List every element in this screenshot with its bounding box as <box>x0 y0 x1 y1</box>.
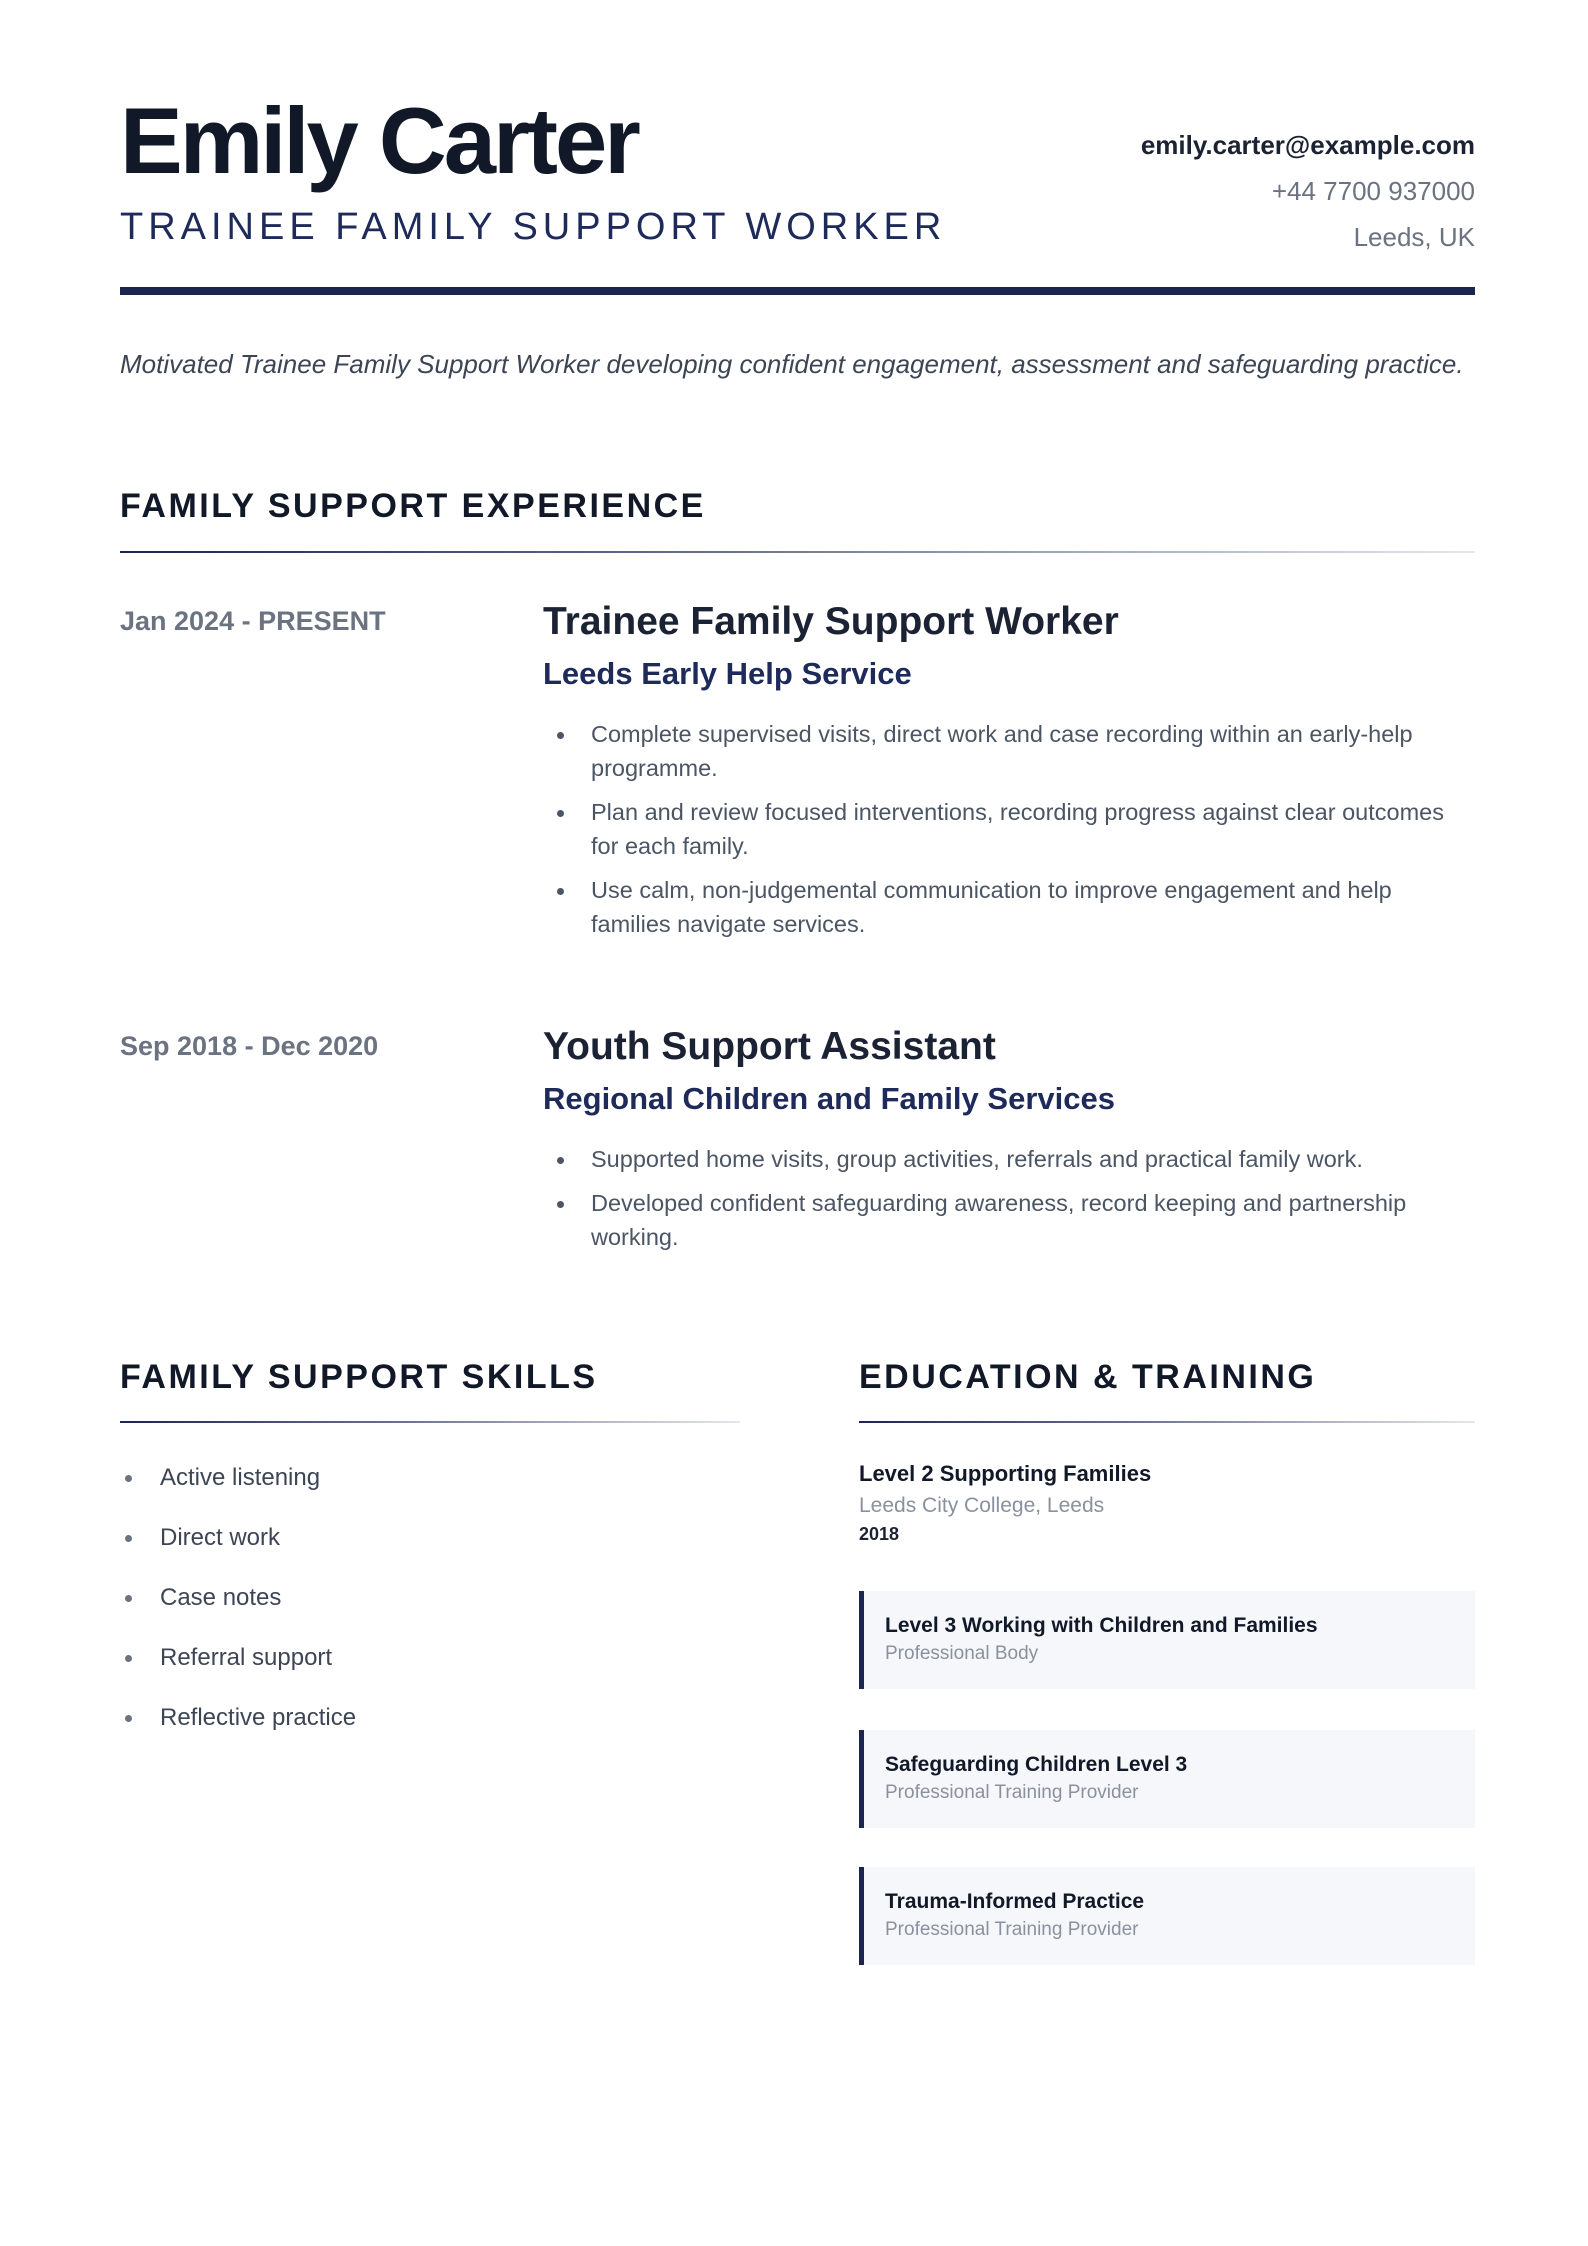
job-details <box>543 602 1475 951</box>
education-institution: Leeds City College, Leeds <box>859 1494 1105 1517</box>
skill-item: Reflective practice <box>120 1706 740 1766</box>
job-details <box>543 1027 1475 1264</box>
job-company: Regional Children and Family Services <box>543 1081 1115 1116</box>
education-entry <box>859 1463 1475 1543</box>
skills-divider <box>120 1421 740 1423</box>
certification-issuer: Professional Training Provider <box>885 1782 1139 1803</box>
certification-issuer: Professional Training Provider <box>885 1919 1139 1940</box>
certification-name: Trauma-Informed Practice <box>885 1890 1145 1913</box>
header-divider <box>120 287 1475 295</box>
profile-summary: Motivated Trainee Family Support Worker developing confident engagement, assessment and safeguarding practice. <box>120 349 1464 379</box>
experience-divider <box>120 551 1475 553</box>
skills-section-title: FAMILY SUPPORT SKILLS <box>120 1358 598 1396</box>
contact-location: Leeds, UK <box>1353 222 1475 252</box>
skill-item: Direct work <box>120 1526 740 1586</box>
certification-name: Level 3 Working with Children and Families <box>885 1614 1318 1637</box>
experience-section-title: FAMILY SUPPORT EXPERIENCE <box>120 487 706 525</box>
job-bullet: Complete supervised visits, direct work and case recording within an early-help programme. <box>543 717 1475 785</box>
education-year: 2018 <box>859 1524 900 1544</box>
job-dates: Jan 2024 - PRESENT <box>120 606 386 636</box>
candidate-role: TRAINEE FAMILY SUPPORT WORKER <box>120 206 947 248</box>
certification-name: Safeguarding Children Level 3 <box>885 1753 1188 1776</box>
job-bullets <box>543 1142 1475 1254</box>
job-bullet: Plan and review focused interventions, recording progress against clear outcomes for each family. <box>543 795 1475 863</box>
education-qualification: Level 2 Supporting Families <box>859 1461 1152 1486</box>
contact-email[interactable]: emily.carter@example.com <box>1140 130 1475 160</box>
contact-phone: +44 7700 937000 <box>1271 176 1475 206</box>
certification-card <box>859 1730 1475 1828</box>
certification-card <box>859 1867 1475 1965</box>
job-title: Trainee Family Support Worker <box>543 600 1119 643</box>
skills-list <box>120 1466 740 1766</box>
job-title: Youth Support Assistant <box>543 1025 996 1068</box>
education-section-title: EDUCATION & TRAINING <box>859 1358 1317 1396</box>
education-divider <box>859 1421 1475 1423</box>
resume-header <box>120 90 1475 300</box>
candidate-name: Emily Carter <box>120 88 638 193</box>
job-bullets <box>543 717 1475 941</box>
skill-item: Referral support <box>120 1646 740 1706</box>
job-bullet: Supported home visits, group activities, referrals and practical family work. <box>543 1142 1475 1176</box>
certification-issuer: Professional Body <box>885 1643 1039 1664</box>
skill-item: Active listening <box>120 1466 740 1526</box>
job-bullet: Use calm, non-judgemental communication to improve engagement and help families navigate services. <box>543 873 1475 941</box>
contact-block <box>1141 132 1475 270</box>
job-bullet: Developed confident safeguarding awareness, record keeping and partnership working. <box>543 1186 1475 1254</box>
certification-card <box>859 1591 1475 1689</box>
skill-item: Case notes <box>120 1586 740 1646</box>
job-dates: Sep 2018 - Dec 2020 <box>120 1031 379 1061</box>
job-company: Leeds Early Help Service <box>543 656 912 691</box>
